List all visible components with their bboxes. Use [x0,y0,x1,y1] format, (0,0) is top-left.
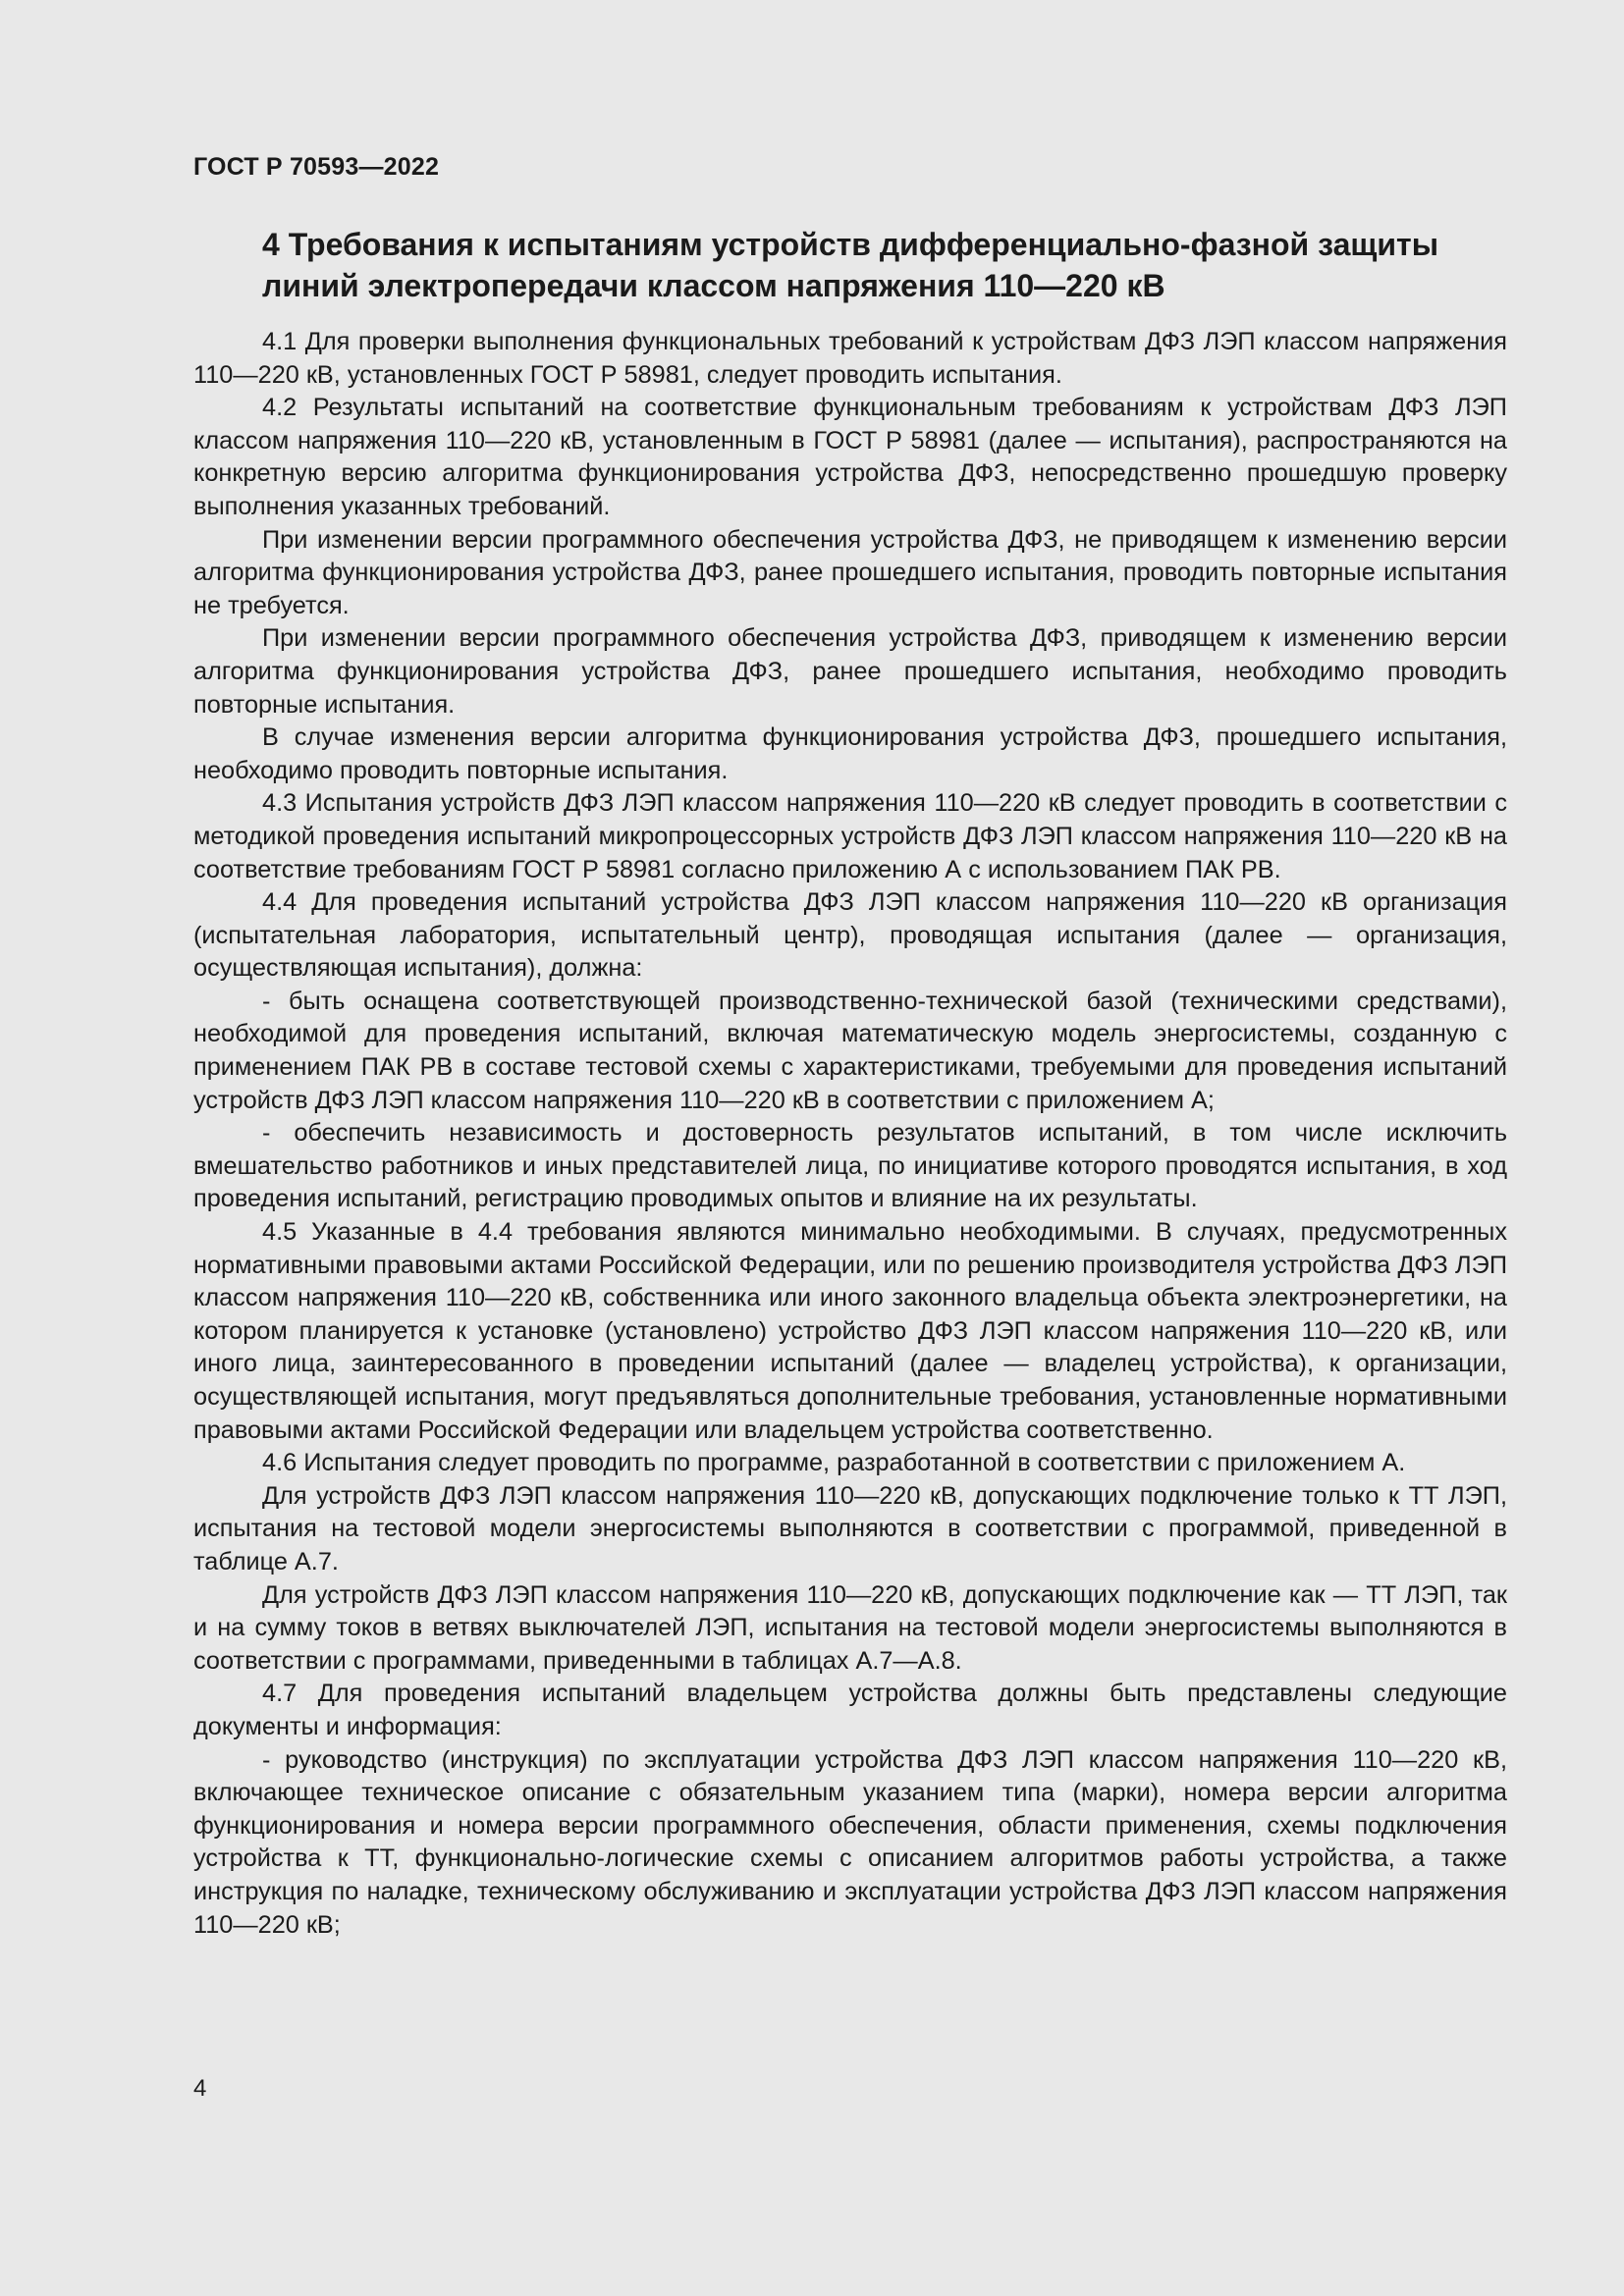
section-title [262,224,1539,306]
paragraph: В случае изменения версии алгоритма функционирования устройства ДФЗ, прошедшего испытания, необходимо проводить повторные испытания. [193,723,1507,784]
standard-header: ГОСТ Р 70593—2022 [193,153,440,181]
paragraph-4-1: 4.1 Для проверки выполнения функциональных требований к устройствам ДФЗ ЛЭП классом напряжения 110—220 кВ, установленных ГОСТ Р 58981, следует проводить испытания. [193,328,1507,389]
page-number: 4 [193,2075,207,2102]
section-title-line-1: 4 Требования к испытаниям устройств дифференциально-фазной защиты [262,227,1439,262]
list-item: - обеспечить независимость и достоверность результатов испытаний, в том числе исключить вмешательство работников и иных представителей лица, по инициативе которого проводятся испытания, в ход проведения испытаний, регистрацию проводимых опытов и влияние на их результаты. [193,1119,1507,1213]
list-item: - руководство (инструкция) по эксплуатации устройства ДФЗ ЛЭП классом напряжения 110—220 кВ, включающее техническое описание с обязательным указанием типа (марки), номера версии алгоритма функционирования и номера версии программного обеспечения, области применения, схемы подключения устройства к ТТ, функционально-логические схемы с описанием алгоритмов работы устройства, а также инструкция по наладке, техническому обслуживанию и эксплуатации устройства ДФЗ ЛЭП классом напряжения 110—220 кВ; [193,1745,1507,1939]
section-title-line-2: линий электропередачи классом напряжения 110—220 кВ [262,268,1165,303]
paragraph-4-6: 4.6 Испытания следует проводить по программе, разработанной в соответствии с приложением А. [262,1449,1406,1477]
paragraph-4-7: 4.7 Для проведения испытаний владельцем устройства должны быть представлены следующие документы и информация: [193,1680,1507,1740]
paragraph-4-3: 4.3 Испытания устройств ДФЗ ЛЭП классом напряжения 110—220 кВ следует проводить в соответствии с методикой проведения испытаний микропроцессорных устройств ДФЗ ЛЭП классом напряжения 110—220 кВ на соответствие требованиям ГОСТ Р 58981 согласно приложению А с использованием ПАК РВ. [193,789,1507,883]
paragraph: При изменении версии программного обеспечения устройства ДФЗ, приводящем к изменению версии алгоритма функционирования устройства ДФЗ, ранее прошедшего испытания, необходимо проводить повторные испытания. [193,624,1507,719]
section-body [193,326,1507,1942]
paragraph-4-4: 4.4 Для проведения испытаний устройства ДФЗ ЛЭП классом напряжения 110—220 кВ организация (испытательная лаборатория, испытательный центр), проводящая испытания (далее — организация, осуществляющая испытания), должна: [193,888,1507,983]
paragraph: Для устройств ДФЗ ЛЭП классом напряжения 110—220 кВ, допускающих подключение только к ТТ ЛЭП, испытания на тестовой модели энергосистемы выполняются в соответствии с программой, приведенной в таблице А.7. [193,1481,1507,1575]
paragraph: При изменении версии программного обеспечения устройства ДФЗ, не приводящем к изменению версии алгоритма функционирования устройства ДФЗ, ранее прошедшего испытания, проводить повторные испытания не требуется. [193,525,1507,619]
paragraph: Для устройств ДФЗ ЛЭП классом напряжения 110—220 кВ, допускающих подключение как — ТТ ЛЭП, так и на сумму токов в ветвях выключателей ЛЭП, испытания на тестовой модели энергосистемы выполняются в соответствии с программами, приведенными в таблицах А.7—А.8. [193,1580,1507,1675]
paragraph-4-5: 4.5 Указанные в 4.4 требования являются минимально необходимыми. В случаях, предусмотренных нормативными правовыми актами Российской Федерации, или по решению производителя устройства ДФЗ ЛЭП классом напряжения 110—220 кВ, собственника или иного законного владельца объекта электроэнергетики, на котором планируется к установке (установлено) устройство ДФЗ ЛЭП классом напряжения 110—220 кВ, или иного лица, заинтересованного в проведении испытаний (далее — владелец устройства), к организации, осуществляющей испытания, могут предъявляться дополнительные требования, установленные нормативными правовыми актами Российской Федерации или владельцем устройства соответственно. [193,1218,1507,1444]
paragraph-4-2: 4.2 Результаты испытаний на соответствие функциональным требованиям к устройствам ДФЗ ЛЭП классом напряжения 110—220 кВ, установленным в ГОСТ Р 58981 (далее — испытания), распространяются на конкретную версию алгоритма функционирования устройства ДФЗ, непосредственно прошедшую проверку выполнения указанных требований. [193,394,1507,520]
list-item: - быть оснащена соответствующей производственно-технической базой (техническими средствами), необходимой для проведения испытаний, включая математическую модель энергосистемы, созданную с применением ПАК РВ в составе тестовой схемы с характеристиками, требуемыми для проведения испытаний устройств ДФЗ ЛЭП классом напряжения 110—220 кВ в соответствии с приложением А; [193,987,1507,1114]
